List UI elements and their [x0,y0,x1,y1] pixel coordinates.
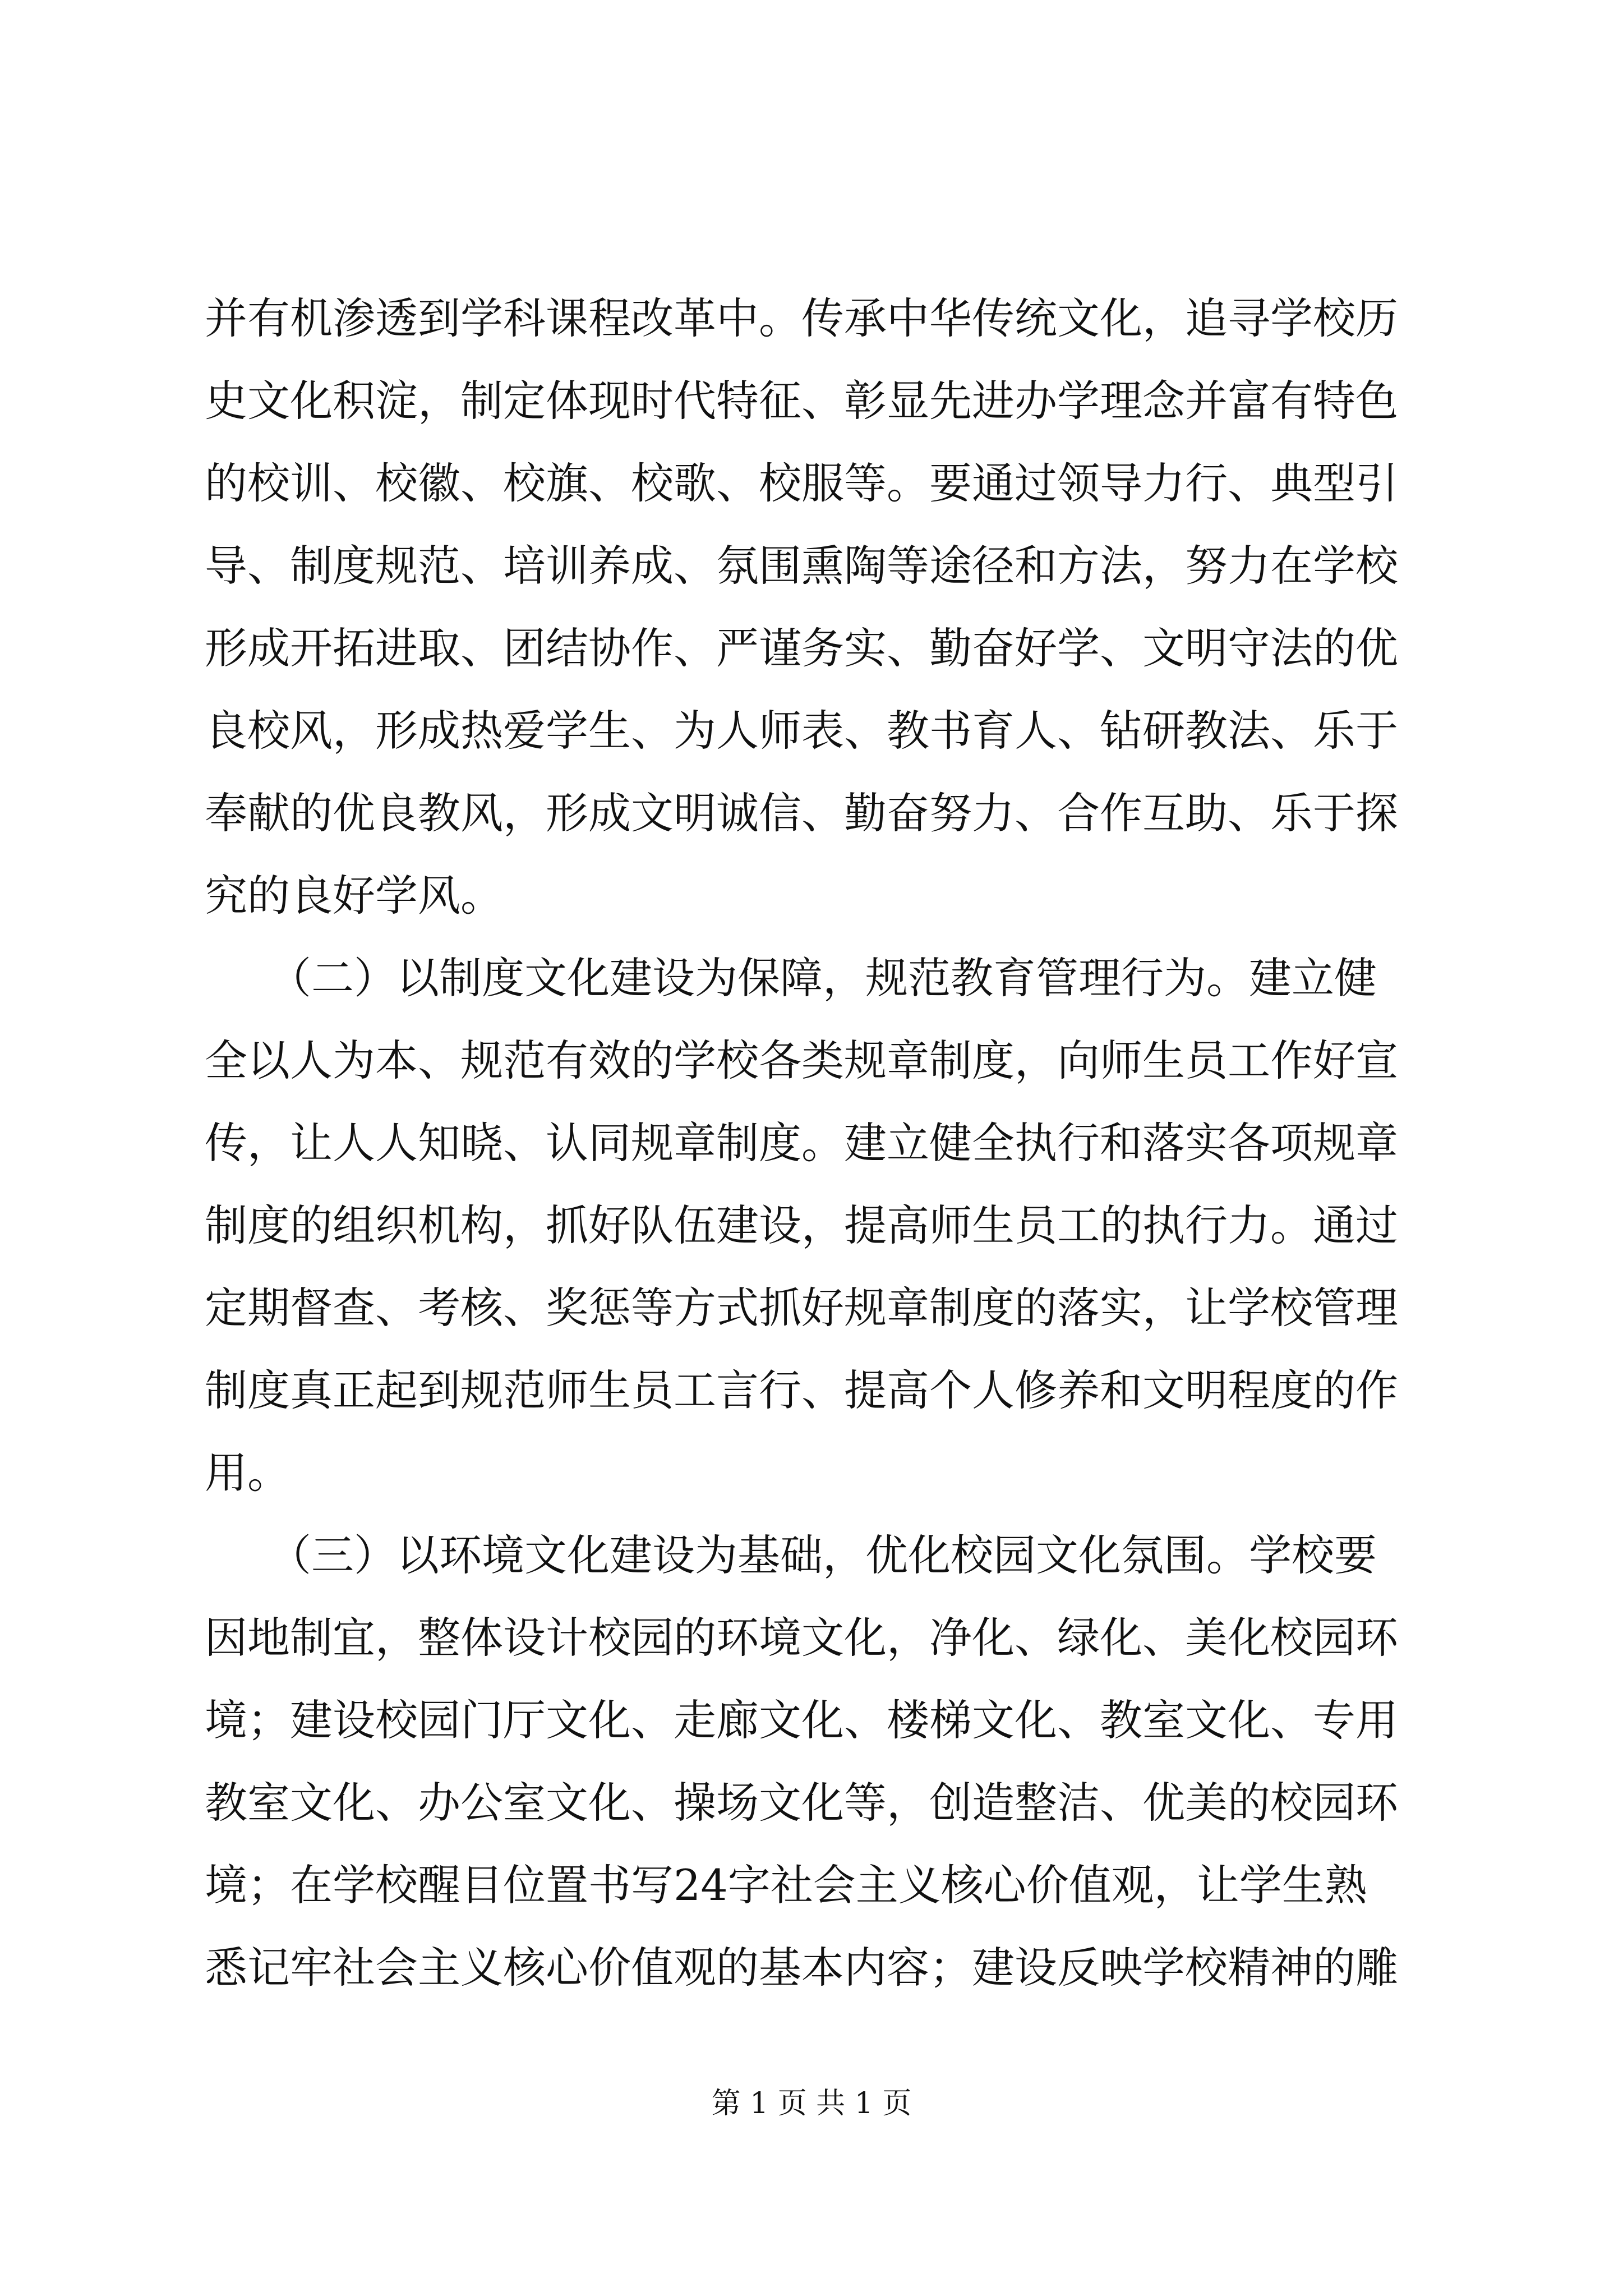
text-line: 形成开拓进取、团结协作、严谨务实、勤奋好学、文明守法的优 [205,623,1398,673]
page-number: 第 1 页 共 1 页 [711,2087,912,2120]
text-line: 因地制宜，整体设计校园的环境文化，净化、绿化、美化校园环 [205,1613,1398,1663]
text-line: 并有机渗透到学科课程改革中。传承中华传统文化，追寻学校历 [205,293,1398,343]
text-line: 全以人为本、规范有效的学校各类规章制度，向师生员工作好宣 [205,1036,1398,1085]
text-line: 制度的组织机构，抓好队伍建设，提高师生员工的执行力。通过 [205,1200,1398,1250]
text-line: 良校风，形成热爱学生、为人师表、教书育人、钻研教法、乐于 [205,706,1398,756]
text-line: 究的良好学风。 [205,871,503,921]
text-line: 定期督查、考核、奖惩等方式抓好规章制度的落实，让学校管理 [205,1283,1398,1333]
text-line: 悉记牢社会主义核心价值观的基本内容；建设反映学校精神的雕 [205,1943,1398,1993]
text-line: 教室文化、办公室文化、操场文化等，创造整洁、优美的校园环 [205,1778,1398,1828]
body-text [205,292,1422,2023]
text-line: 的校训、校徽、校旗、校歌、校服等。要通过领导力行、典型引 [205,458,1398,508]
text-line: 奉献的优良教风，形成文明诚信、勤奋努力、合作互助、乐于探 [205,788,1398,838]
text-line: 制度真正起到规范师生员工言行、提高个人修养和文明程度的作 [205,1365,1398,1415]
text-line: 境；在学校醒目位置书写24字社会主义核心价值观，让学生熟 [205,1860,1367,1910]
text-line: 境；建设校园门厅文化、走廊文化、楼梯文化、教室文化、专用 [205,1695,1398,1745]
text-line: 用。 [205,1448,290,1498]
text-line: （三）以环境文化建设为基础，优化校园文化氛围。学校要 [205,1530,1377,1580]
text-line: 导、制度规范、培训养成、氛围熏陶等途径和方法，努力在学校 [205,541,1398,591]
page-footer [0,2084,1623,2123]
text-line: 史文化积淀，制定体现时代特征、彰显先进办学理念并富有特色 [205,376,1398,426]
text-line: （二）以制度文化建设为保障，规范教育管理行为。建立健 [205,953,1377,1003]
text-line: 传，让人人知晓、认同规章制度。建立健全执行和落实各项规章 [205,1118,1398,1168]
